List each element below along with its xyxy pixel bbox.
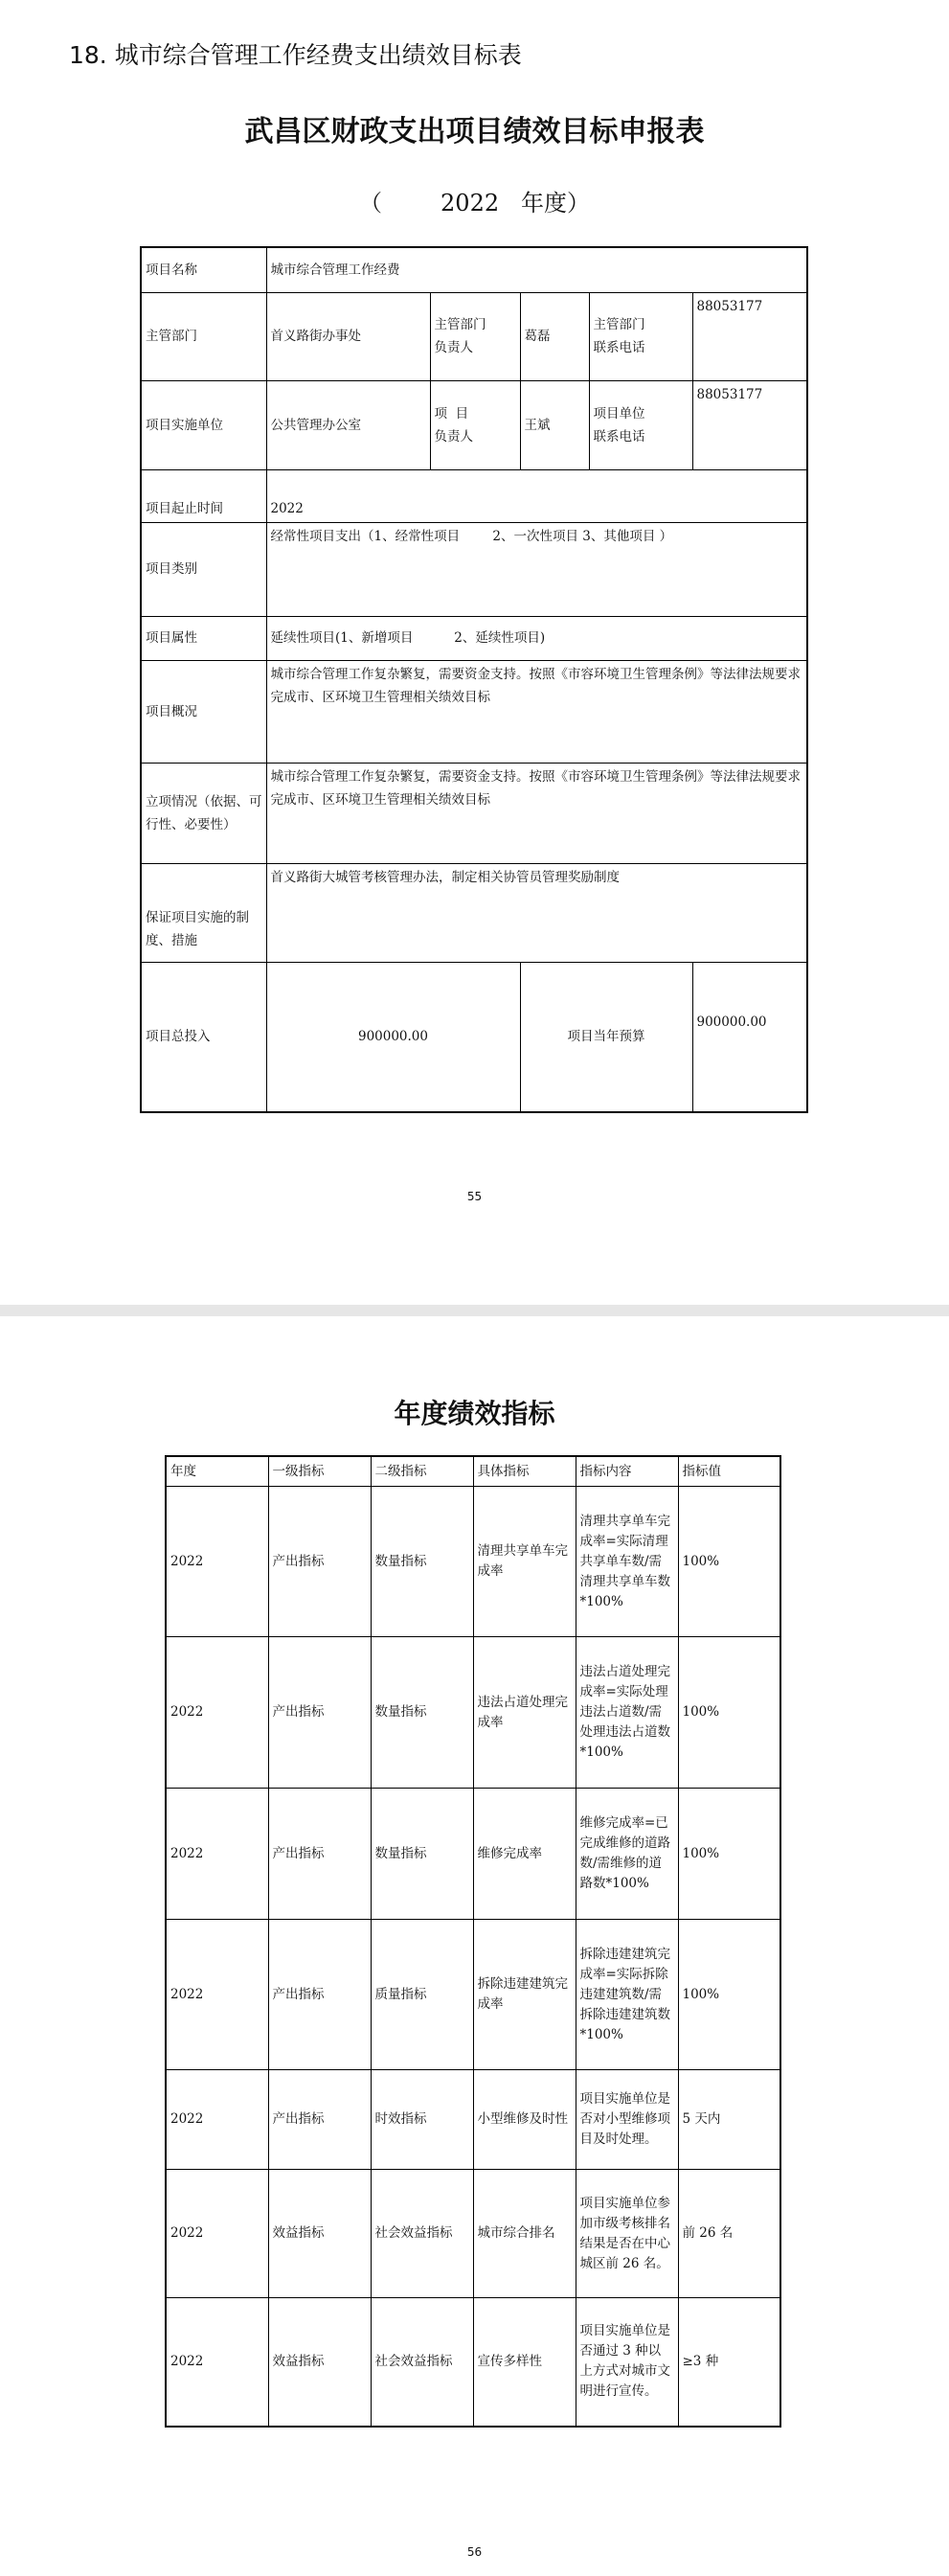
project-name-label: 项目名称: [141, 247, 266, 292]
dept-phone-value: 88053177: [692, 292, 807, 380]
table-header-row: [166, 1456, 780, 1487]
project-name-value: 城市综合管理工作经费: [266, 247, 807, 292]
category-value: 经常性项目支出（1、经常性项目 2、一次性项目 3、其他项目 ）: [266, 522, 807, 616]
impl-phone-label: 项目单位 联系电话: [589, 380, 692, 469]
basis-value: 城市综合管理工作复杂繁复，需要资金支持。按照《市容环境卫生管理条例》等法律法规要求完成市、区环境卫生管理相关绩效目标: [266, 763, 807, 863]
table-cell: 产出指标: [268, 1487, 371, 1637]
dept-head-value: 葛磊: [520, 292, 589, 380]
table-cell: 拆除违建建筑完成率: [473, 1920, 576, 2070]
overview-label: 项目概况: [141, 660, 266, 763]
table-cell: 时效指标: [371, 2070, 473, 2170]
table-cell: 拆除违建建筑完成率=实际拆除违建建筑数/需拆除违建建筑数*100%: [576, 1920, 678, 2070]
table-cell: 5 天内: [678, 2070, 780, 2170]
table-cell: 100%: [678, 1920, 780, 2070]
total-label: 项目总投入: [141, 962, 266, 1112]
attribute-value: 延续性项目(1、新增项目 2、延续性项目): [266, 616, 807, 660]
year-line: （ 2022 年度）: [359, 190, 590, 217]
table-cell: 2022: [166, 1789, 268, 1920]
budget-value: 900000.00: [692, 962, 807, 1112]
table-cell: 社会效益指标: [371, 2298, 473, 2427]
table-cell: 效益指标: [268, 2170, 371, 2298]
period-value: 2022: [266, 469, 807, 522]
table-cell: 维修完成率: [473, 1789, 576, 1920]
table-cell: 100%: [678, 1637, 780, 1789]
table-row: [166, 2298, 780, 2427]
table-row: [166, 1920, 780, 2070]
header-cell: 指标值: [678, 1456, 780, 1487]
table-cell: 产出指标: [268, 1789, 371, 1920]
table-cell: 质量指标: [371, 1920, 473, 2070]
impl-head-value: 王斌: [520, 380, 589, 469]
header-cell: 具体指标: [473, 1456, 576, 1487]
table-row: [166, 2070, 780, 2170]
table-cell: 数量指标: [371, 1637, 473, 1789]
table-cell: 清理共享单车完成率=实际清理共享单车数/需清理共享单车数*100%: [576, 1487, 678, 1637]
table-cell: 100%: [678, 1487, 780, 1637]
impl-label: 项目实施单位: [141, 380, 266, 469]
table-cell: 社会效益指标: [371, 2170, 473, 2298]
impl-phone-value: 88053177: [692, 380, 807, 469]
table-cell: 100%: [678, 1789, 780, 1920]
table-row: [166, 2170, 780, 2298]
table-cell: 项目实施单位是否通过 3 种以上方式对城市文明进行宣传。: [576, 2298, 678, 2427]
table-row: [166, 1637, 780, 1789]
header-cell: 指标内容: [576, 1456, 678, 1487]
table-cell: 产出指标: [268, 2070, 371, 2170]
table-cell: 产出指标: [268, 1920, 371, 2070]
table-cell: 2022: [166, 2298, 268, 2427]
performance-title: 年度绩效指标: [394, 1398, 555, 1429]
table-cell: 数量指标: [371, 1789, 473, 1920]
table-cell: 违法占道处理完成率: [473, 1637, 576, 1789]
basis-label: 立项情况（依据、可行性、必要性）: [141, 763, 266, 863]
impl-value: 公共管理办公室: [266, 380, 430, 469]
page-number: 55: [466, 1190, 483, 1203]
header-cell: 二级指标: [371, 1456, 473, 1487]
table-cell: 宣传多样性: [473, 2298, 576, 2427]
table-cell: 项目实施单位是否对小型维修项目及时处理。: [576, 2070, 678, 2170]
attribute-label: 项目属性: [141, 616, 266, 660]
header-cell: 一级指标: [268, 1456, 371, 1487]
table-cell: 2022: [166, 2070, 268, 2170]
table-cell: 清理共享单车完成率: [473, 1487, 576, 1637]
project-info-table: [140, 246, 808, 1113]
page-separator: [0, 1305, 949, 1316]
table-cell: 城市综合排名: [473, 2170, 576, 2298]
section-title: 18. 城市综合管理工作经费支出绩效目标表: [69, 41, 522, 69]
table-cell: 小型维修及时性: [473, 2070, 576, 2170]
performance-table: [165, 1455, 781, 2428]
table-row: [166, 1487, 780, 1637]
category-label: 项目类别: [141, 522, 266, 616]
table-cell: 项目实施单位参加市级考核排名结果是否在中心城区前 26 名。: [576, 2170, 678, 2298]
document-title: 武昌区财政支出项目绩效目标申报表: [244, 115, 705, 148]
table-cell: 2022: [166, 2170, 268, 2298]
table-cell: 数量指标: [371, 1487, 473, 1637]
dept-value: 首义路街办事处: [266, 292, 430, 380]
measures-label: 保证项目实施的制度、措施: [141, 863, 266, 962]
table-cell: 产出指标: [268, 1637, 371, 1789]
impl-head-label: 项 目 负责人: [430, 380, 520, 469]
overview-value: 城市综合管理工作复杂繁复，需要资金支持。按照《市容环境卫生管理条例》等法律法规要求完成市、区环境卫生管理相关绩效目标: [266, 660, 807, 763]
dept-label: 主管部门: [141, 292, 266, 380]
page-2: [0, 1316, 949, 2576]
table-cell: 效益指标: [268, 2298, 371, 2427]
dept-phone-label: 主管部门 联系电话: [589, 292, 692, 380]
budget-label: 项目当年预算: [520, 962, 692, 1112]
table-cell: 2022: [166, 1637, 268, 1789]
dept-head-label: 主管部门 负责人: [430, 292, 520, 380]
table-cell: 2022: [166, 1487, 268, 1637]
table-cell: 前 26 名: [678, 2170, 780, 2298]
total-value: 900000.00: [266, 962, 520, 1112]
table-cell: 2022: [166, 1920, 268, 2070]
page-number: 56: [466, 2545, 483, 2559]
period-label: 项目起止时间: [141, 469, 266, 522]
header-cell: 年度: [166, 1456, 268, 1487]
measures-value: 首义路街大城管考核管理办法，制定相关协管员管理奖励制度: [266, 863, 807, 962]
table-cell: 维修完成率=已完成维修的道路数/需维修的道路数*100%: [576, 1789, 678, 1920]
table-row: [166, 1789, 780, 1920]
table-cell: 违法占道处理完成率=实际处理违法占道数/需处理违法占道数*100%: [576, 1637, 678, 1789]
table-cell: ≥3 种: [678, 2298, 780, 2427]
